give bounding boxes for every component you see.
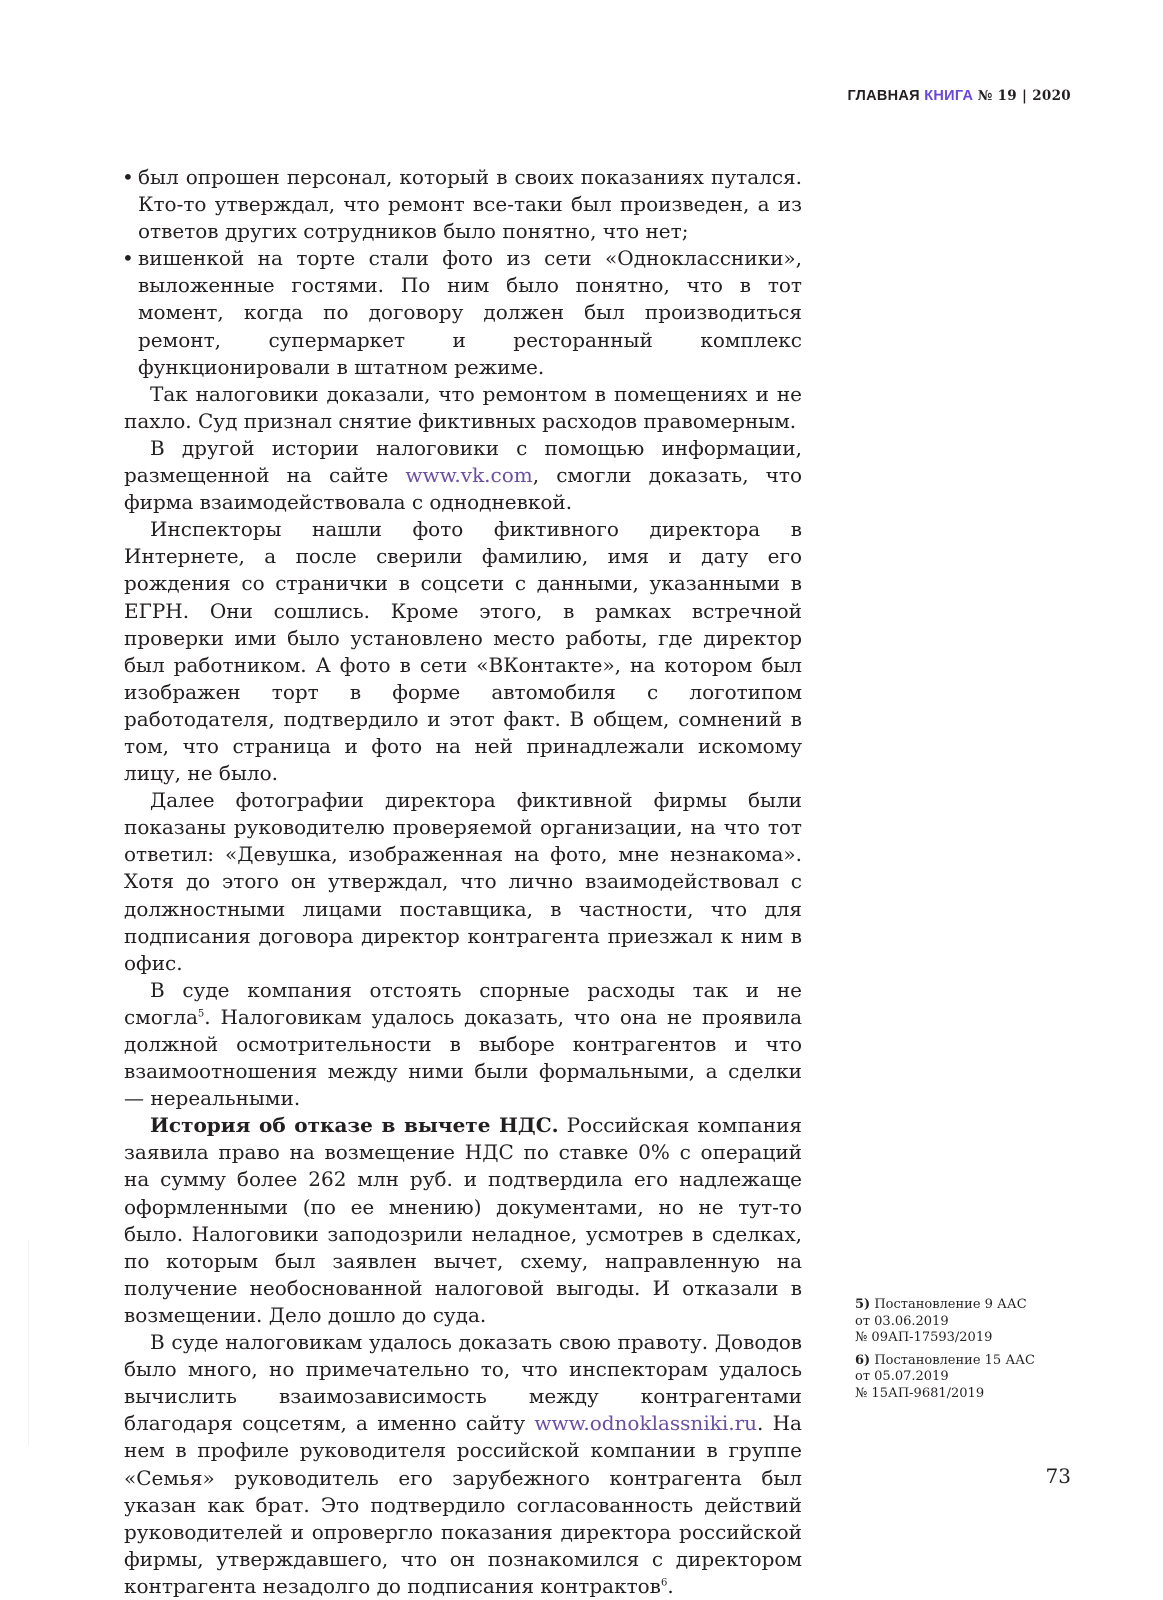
paragraph: В другой истории налоговики с помощью информации, размещенной на сайте www.vk.com, смогли доказать, что фирма взаимодействовала с однодневкой. [124, 435, 802, 515]
paragraph: В суде налоговикам удалось доказать свою правоту. Доводов было много, но примечательно то, что инспекторам удалось вычислить взаимозависимость между контрагентами благодаря соцсетям, а именно сайту www.odnoklassniki.ru. На нем в профиле руководителя российской компании в группе «Семья» руководитель его зарубежного контрагента был указан как брат. Это подтвердило согласованность действий руководителей и опровергло показания директора российской фирмы, утверждавшего, что он познакомился с директором контрагента незадолго до подписания контрактов$^6$. [124, 1330, 802, 1598]
bullet-item: • был опрошен персонал, который в своих показаниях путался. Кто-то утверждал, что ремонт все-таки был произведен, а из ответов других сотрудников было понятно, что нет; [124, 164, 802, 245]
footnote-5: 5) Постановление 9 ААС от 03.06.2019 № 09АП-17593/2019 [855, 1297, 1027, 1346]
page-number: 73 [1045, 1464, 1071, 1488]
paragraph: Далее фотографии директора фиктивной фирмы были показаны руководителю проверяемой организации, на что тот ответил: «Девушка, изображенная на фото, мне незнакома». Хотя до этого он утверждал, что лично взаимодействовал с должностными лицами поставщика, в частности, что для подписания договора директор контрагента приезжал к ним в офис. [124, 788, 802, 975]
bullet-list [124, 164, 802, 381]
article-body [124, 164, 802, 1600]
issue-number: № 19 | 2020 [977, 88, 1071, 104]
paragraph: Инспекторы нашли фото фиктивного директора в Интернете, а после сверили фамилию, имя и дату его рождения со странички в соцсети с данными, указанными в ЕГРН. Они сошлись. Кроме этого, в рамках встречной проверки ими было установлено место работы, где директор был работником. А фото в сети «ВКонтакте», на котором был изображен торт в форме автомобиля с логотипом работодателя, подтвердило и этот факт. В общем, сомнений в том, что страница и фото на ней принадлежали искомому лицу, не было. [124, 517, 802, 786]
brand-name-part2: КНИГА [924, 88, 974, 104]
vk-link[interactable]: www.vk.com [405, 463, 533, 488]
paragraph: История об отказе в вычете НДС. Российская компания заявила право на возмещение НДС по ставке 0% с операций на сумму более 262 млн руб. и подтвердила его надлежаще оформленными (по ее мнению) документами, но не тут-то было. Налоговики заподозрили неладное, усмотрев в сделках, по которым был заявлен вычет, схему, направленную на получение необоснованной налоговой выгоды. И отказали в возмещении. Дело дошло до суда. [124, 1113, 802, 1327]
footnotes [855, 1297, 1065, 1409]
paragraph: В суде компания отстоять спорные расходы так и не смогла$^5$. Налоговикам удалось доказать, что она не проявила должной осмотрительности в выборе контрагентов и что взаимоотношения между ними были формальными, а сделки — нереальными. [124, 977, 802, 1111]
footnote-6: 6) Постановление 15 ААС от 05.07.2019 № 15АП-9681/2019 [855, 1352, 1035, 1401]
footnote-ref-6: 6 [660, 1577, 668, 1589]
bullet-item: • вишенкой на торте стали фото из сети «Одноклассники», выложенные гостями. По ним было понятно, что в тот момент, когда по договору должен был производиться ремонт, супермаркет и ресторанный комплекс функционировали в штатном режиме. [124, 245, 802, 380]
section-lead: История об отказе в вычете НДС. [150, 1113, 559, 1138]
magazine-header [847, 88, 1071, 104]
odnoklassniki-link[interactable]: www.odnoklassniki.ru [534, 1411, 758, 1436]
brand-name-part1: ГЛАВНАЯ [847, 88, 920, 104]
paragraph: Так налоговики доказали, что ремонтом в помещениях и не пахло. Суд признал снятие фиктивных расходов правомерным. [124, 381, 802, 433]
footnote-ref-5: 5 [197, 1008, 205, 1020]
margin-rule [28, 1240, 29, 1445]
